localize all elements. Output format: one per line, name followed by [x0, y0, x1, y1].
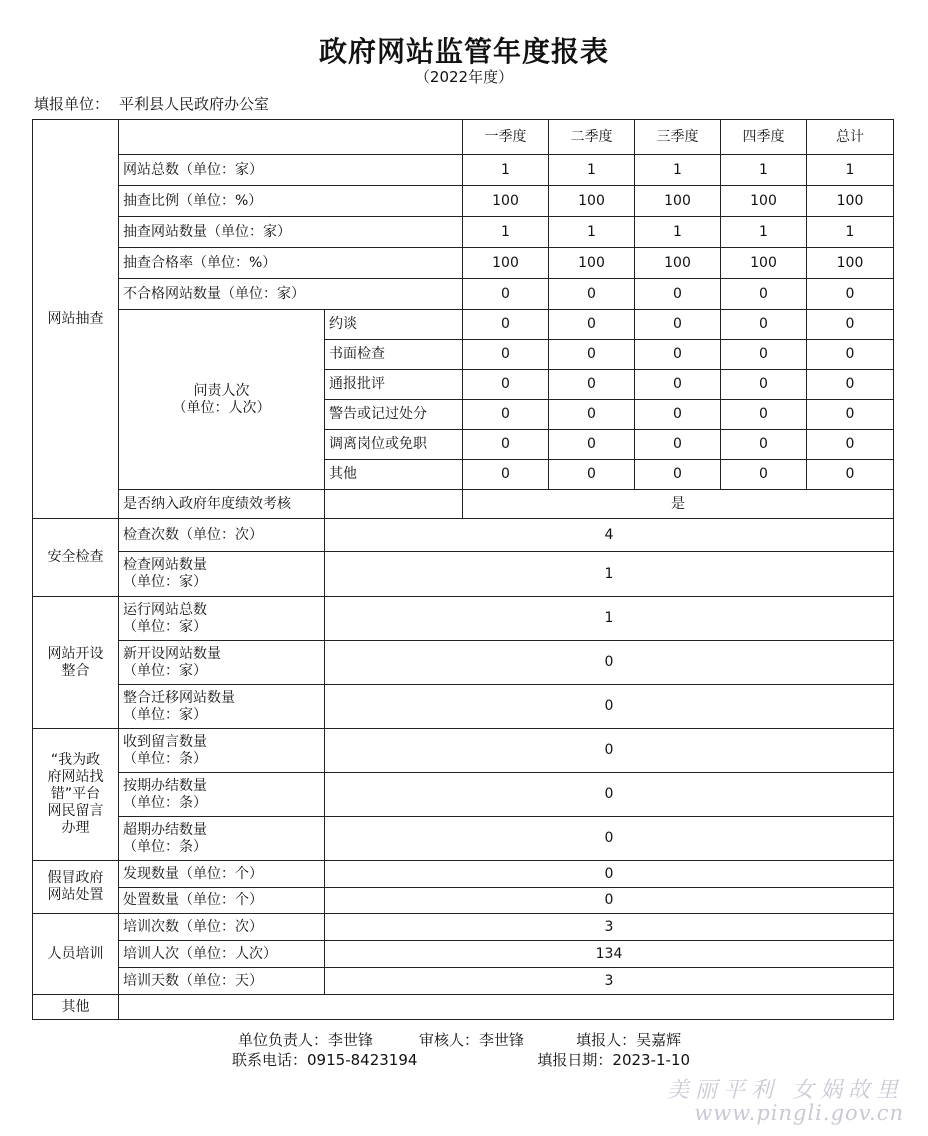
cell-q4: 0: [721, 340, 807, 370]
section-training: 人员培训: [33, 914, 119, 995]
report-table: [32, 119, 894, 1020]
row-value: 1: [325, 597, 894, 641]
cell-q2: 0: [549, 400, 635, 430]
cell-q4: 0: [721, 310, 807, 340]
cell-q3: 0: [635, 460, 721, 490]
row-label: 发现数量（单位：个）: [119, 861, 325, 888]
section-counterfeit-line1: 假冒政府: [47, 870, 104, 886]
cell-q3: 1: [635, 155, 721, 186]
header-q3: 三季度: [635, 120, 721, 155]
row-label-line1: 按期办结数量: [123, 777, 207, 794]
table-row: [33, 597, 894, 641]
cell-q2: 1: [549, 217, 635, 248]
table-row: [33, 552, 894, 597]
header-total: 总计: [807, 120, 894, 155]
cell-q4: 1: [721, 155, 807, 186]
section-error-report-line4: 网民留言: [47, 803, 104, 819]
row-label-line1: 整合迁移网站数量: [123, 689, 235, 706]
section-integration-line1: 网站开设: [47, 645, 104, 662]
row-label: 不合格网站数量（单位：家）: [119, 279, 463, 310]
table-row: [33, 817, 894, 861]
reporting-unit: [34, 93, 269, 114]
filler-name: 吴嘉辉: [636, 1031, 682, 1049]
cell-q2: 100: [549, 186, 635, 217]
section-integration: [33, 597, 119, 729]
cell-q2: 100: [549, 248, 635, 279]
blank-cell: [325, 490, 463, 519]
cell-q2: 0: [549, 279, 635, 310]
row-label-line2: （单位：条）: [123, 750, 207, 767]
reviewer-label: 审核人：: [419, 1031, 480, 1049]
row-label: 警告或记过处分: [325, 400, 463, 430]
footer-contact: [232, 1049, 690, 1070]
row-label-line2: （单位：家）: [123, 574, 207, 590]
table-row: [33, 519, 894, 552]
phone-label: 联系电话：: [232, 1051, 308, 1069]
row-value: 0: [325, 888, 894, 914]
row-label: [119, 597, 325, 641]
table-row: [33, 155, 894, 186]
leader-label: 单位负责人：: [238, 1031, 329, 1049]
reporting-unit-label: 填报单位：: [34, 95, 110, 113]
cell-q3: 0: [635, 430, 721, 460]
row-label-line2: （单位：家）: [123, 618, 207, 635]
row-value: 0: [325, 861, 894, 888]
table-row: [33, 968, 894, 995]
accountability-label-line2: （单位：人次）: [172, 399, 271, 416]
cell-total: 0: [807, 370, 894, 400]
cell-q3: 0: [635, 400, 721, 430]
table-row: [33, 773, 894, 817]
cell-q2: 0: [549, 340, 635, 370]
row-value: 4: [325, 519, 894, 552]
cell-q1: 0: [463, 430, 549, 460]
table-row: [33, 729, 894, 773]
cell-q4: 100: [721, 248, 807, 279]
cell-q4: 0: [721, 370, 807, 400]
cell-q1: 100: [463, 186, 549, 217]
table-row: [33, 217, 894, 248]
row-label-line2: （单位：条）: [123, 838, 207, 855]
row-label: 通报批评: [325, 370, 463, 400]
cell-q2: 1: [549, 155, 635, 186]
report-year: （2022年度）: [414, 68, 514, 86]
row-label: [119, 773, 325, 817]
row-label: 培训次数（单位：次）: [119, 914, 325, 941]
cell-q4: 100: [721, 186, 807, 217]
row-value: 0: [325, 685, 894, 729]
row-label: 调离岗位或免职: [325, 430, 463, 460]
cell-q3: 0: [635, 340, 721, 370]
footer-signatories: [238, 1029, 681, 1050]
cell-q1: 0: [463, 310, 549, 340]
table-row: [33, 490, 894, 519]
cell-total: 0: [807, 430, 894, 460]
cell-total: 0: [807, 400, 894, 430]
row-label: 抽查合格率（单位：%）: [119, 248, 463, 279]
row-label: [119, 817, 325, 861]
table-row: [33, 914, 894, 941]
cell-total: 100: [807, 248, 894, 279]
table-row: [33, 279, 894, 310]
row-label-line2: （单位：家）: [123, 662, 207, 679]
row-value: 1: [325, 552, 894, 597]
row-label: [119, 552, 325, 597]
table-row: [33, 685, 894, 729]
cell-q1: 0: [463, 460, 549, 490]
header-q1: 一季度: [463, 120, 549, 155]
cell-q1: 100: [463, 248, 549, 279]
table-header-row: [33, 120, 894, 155]
section-counterfeit-line2: 网站处置: [47, 887, 104, 903]
cell-q2: 0: [549, 310, 635, 340]
accountability-label-line1: 问责人次: [193, 382, 250, 399]
cell-total: 0: [807, 460, 894, 490]
table-row: [33, 641, 894, 685]
row-label: 培训人次（单位：人次）: [119, 941, 325, 968]
cell-q4: 1: [721, 217, 807, 248]
row-label: 检查次数（单位：次）: [119, 519, 325, 552]
row-label-line2: （单位：家）: [123, 706, 207, 723]
watermark-slogan: 美丽平利 女娲故里: [667, 1078, 904, 1103]
row-value: 0: [325, 817, 894, 861]
row-label: 书面检查: [325, 340, 463, 370]
cell-total: 1: [807, 217, 894, 248]
phone-value: 0915-8423194: [307, 1051, 418, 1069]
header-blank: [119, 120, 463, 155]
cell-total: 0: [807, 279, 894, 310]
row-value: 3: [325, 914, 894, 941]
section-counterfeit: [33, 861, 119, 914]
leader-name: 李世锋: [328, 1031, 374, 1049]
date-value: 2023-1-10: [612, 1051, 691, 1069]
row-value: 0: [325, 641, 894, 685]
table-row: [33, 248, 894, 279]
cell-q1: 0: [463, 340, 549, 370]
cell-q1: 0: [463, 370, 549, 400]
section-error-report: [33, 729, 119, 861]
cell-q2: 0: [549, 460, 635, 490]
header-q2: 二季度: [549, 120, 635, 155]
section-security: 安全检查: [33, 519, 119, 597]
row-label: 抽查网站数量（单位：家）: [119, 217, 463, 248]
row-label: 网站总数（单位：家）: [119, 155, 463, 186]
cell-total: 100: [807, 186, 894, 217]
cell-q1: 1: [463, 155, 549, 186]
row-label-line1: 检查网站数量: [123, 557, 207, 573]
watermark-url: www.pingli.gov.cn: [694, 1101, 904, 1125]
row-label-line1: 新开设网站数量: [123, 645, 221, 662]
cell-q4: 0: [721, 400, 807, 430]
cell-q3: 1: [635, 217, 721, 248]
section-error-report-line1: “我为政: [50, 752, 101, 768]
table-row: [33, 310, 894, 340]
cell-q3: 0: [635, 370, 721, 400]
accountability-label: [119, 310, 325, 490]
cell-q2: 0: [549, 370, 635, 400]
filler-label: 填报人：: [576, 1031, 637, 1049]
cell-q1: 0: [463, 279, 549, 310]
section-spot-check: 网站抽查: [33, 120, 119, 519]
header-q4: 四季度: [721, 120, 807, 155]
section-integration-line2: 整合: [61, 662, 90, 679]
cell-q3: 100: [635, 248, 721, 279]
cell-total: 0: [807, 310, 894, 340]
row-label: 培训天数（单位：天）: [119, 968, 325, 995]
row-label: 是否纳入政府年度绩效考核: [119, 490, 325, 519]
section-other: 其他: [33, 995, 119, 1020]
row-label: [119, 685, 325, 729]
reporting-unit-value: 平利县人民政府办公室: [119, 95, 270, 113]
table-row: [33, 941, 894, 968]
table-row: [33, 888, 894, 914]
row-label: 处置数量（单位：个）: [119, 888, 325, 914]
table-row: [33, 186, 894, 217]
cell-q3: 0: [635, 279, 721, 310]
row-label-line1: 超期办结数量: [123, 821, 207, 838]
row-value: 3: [325, 968, 894, 995]
section-error-report-line5: 办理: [61, 820, 90, 836]
row-label-line2: （单位：条）: [123, 794, 207, 811]
cell-q2: 0: [549, 430, 635, 460]
cell-q4: 0: [721, 430, 807, 460]
cell-q1: 1: [463, 217, 549, 248]
row-label-line1: 收到留言数量: [123, 733, 207, 750]
row-label: 抽查比例（单位：%）: [119, 186, 463, 217]
cell-q4: 0: [721, 279, 807, 310]
cell-total: 0: [807, 340, 894, 370]
row-label: 约谈: [325, 310, 463, 340]
row-value: 134: [325, 941, 894, 968]
cell-q1: 0: [463, 400, 549, 430]
cell-q3: 100: [635, 186, 721, 217]
cell-total: 1: [807, 155, 894, 186]
row-label-line1: 运行网站总数: [123, 601, 207, 618]
row-value: 0: [325, 773, 894, 817]
section-error-report-line3: 错”平台: [50, 786, 101, 802]
cell-q4: 0: [721, 460, 807, 490]
performance-value: 是: [463, 490, 894, 519]
other-value: [119, 995, 894, 1020]
date-label: 填报日期：: [537, 1051, 613, 1069]
cell-q3: 0: [635, 310, 721, 340]
table-row: [33, 995, 894, 1020]
row-label: 其他: [325, 460, 463, 490]
table-row: [33, 861, 894, 888]
row-label: [119, 641, 325, 685]
row-label: [119, 729, 325, 773]
row-value: 0: [325, 729, 894, 773]
section-error-report-line2: 府网站找: [47, 769, 104, 785]
reviewer-name: 李世锋: [479, 1031, 525, 1049]
report-title: 政府网站监管年度报表: [318, 35, 609, 68]
